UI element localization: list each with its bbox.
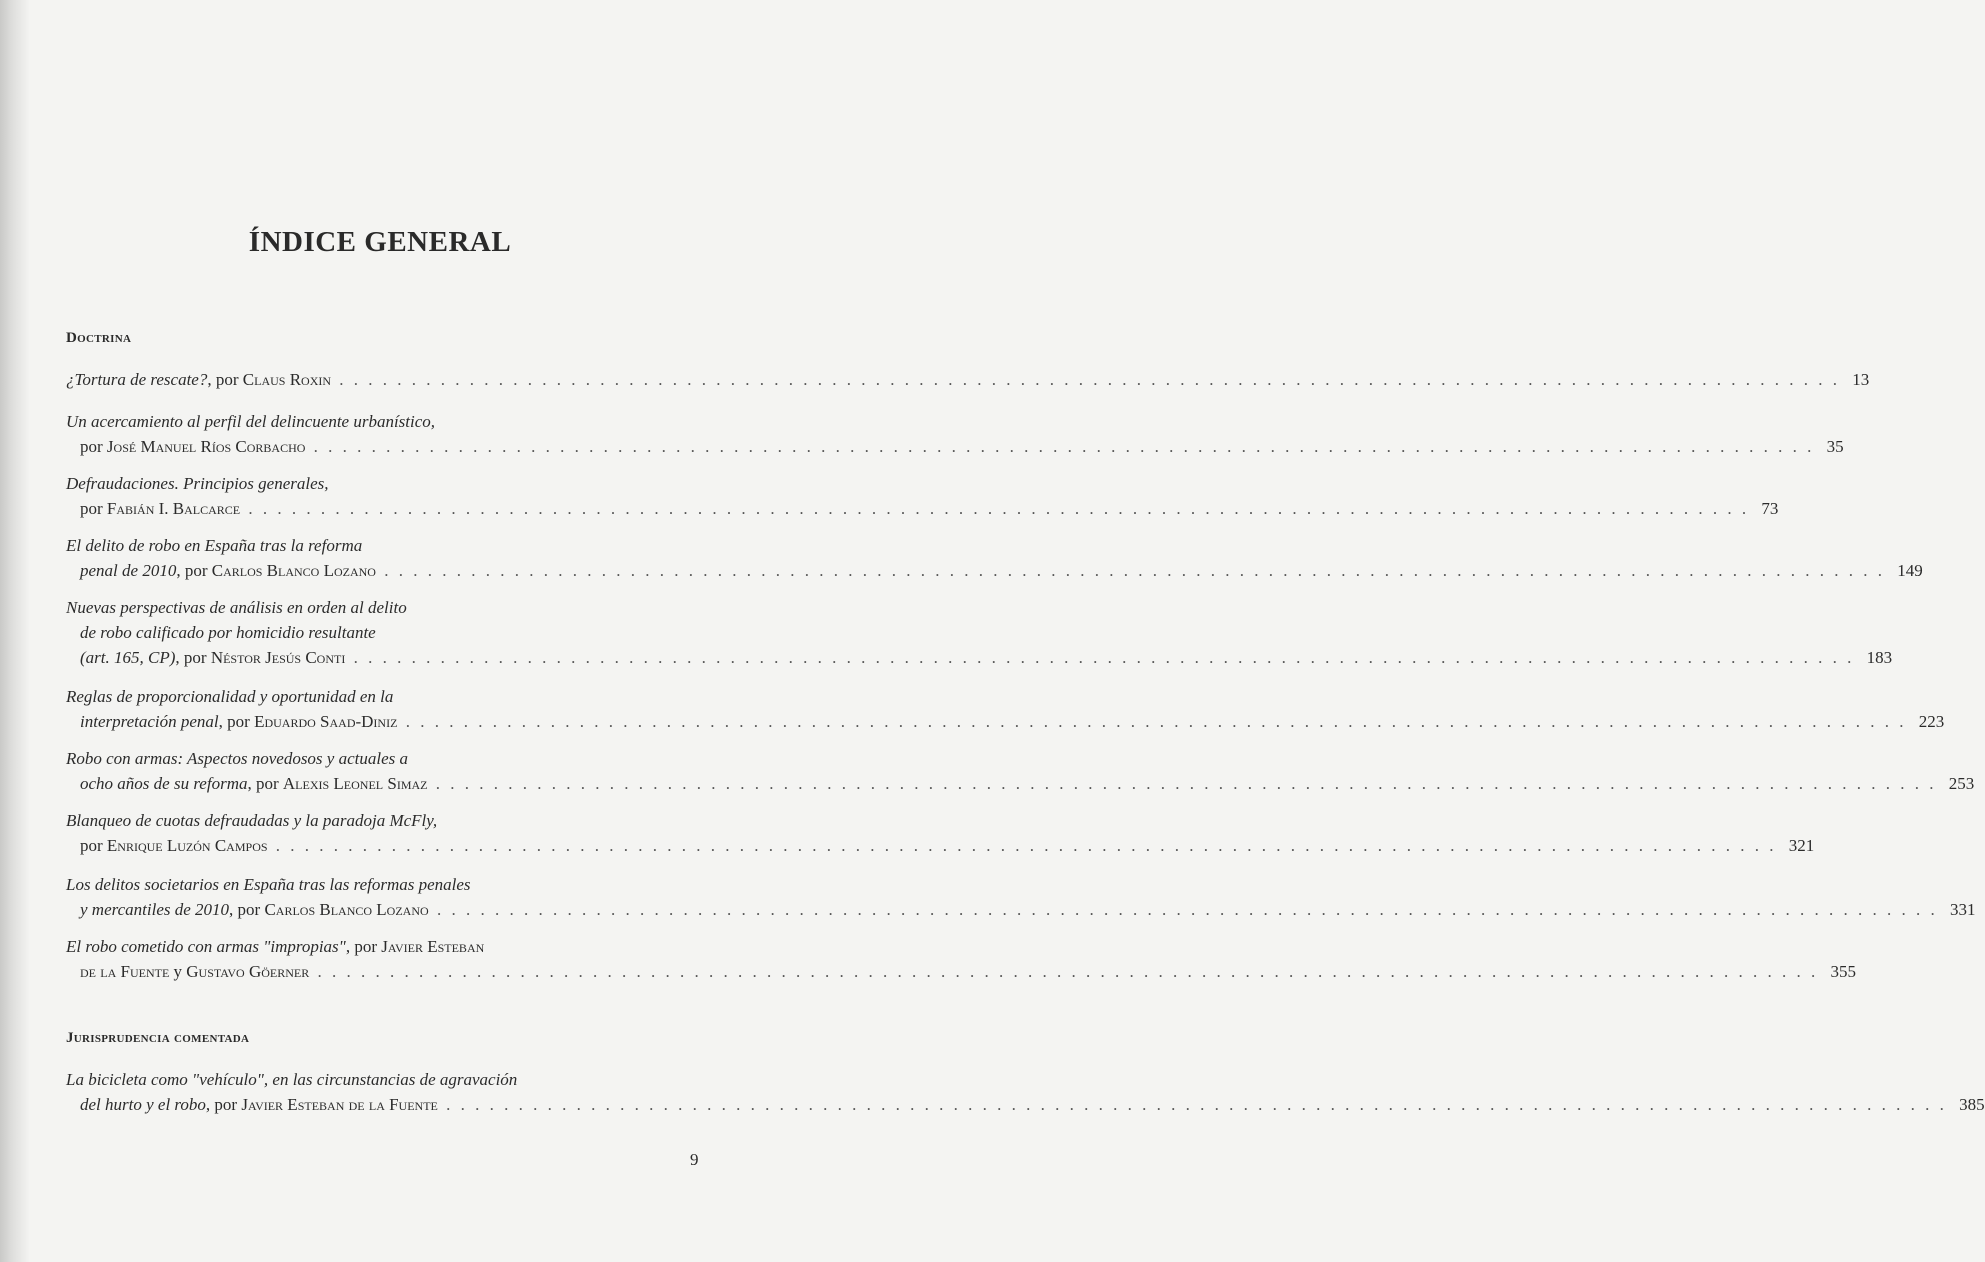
entry-author: Néstor Jesús Conti [210, 648, 346, 667]
leader-dots [354, 648, 1855, 667]
entry-title: ¿Tortura de rescate? [66, 370, 208, 389]
entry-author-2: Gustavo Göerner [186, 962, 310, 981]
entry-author: Javier Esteban [381, 937, 485, 956]
entry-title: Los delitos societarios en España tras las reformas penales [66, 875, 471, 894]
leader-dots [314, 437, 1815, 456]
entry-por: por [80, 499, 107, 518]
entry-author: Claus Roxin [242, 370, 332, 389]
leader-dots [339, 370, 1840, 389]
toc-entry [66, 367, 1870, 392]
entry-page-number: 223 [1918, 712, 1945, 731]
entry-por: por [80, 437, 107, 456]
toc-entry [66, 409, 1844, 459]
toc-entry [66, 1067, 1985, 1117]
entry-author: Fabián I. Balcarce [106, 499, 241, 518]
page-binding-shadow [0, 0, 30, 1262]
entry-title: El robo cometido con armas "impropias" [66, 937, 346, 956]
toc-entry [66, 471, 1779, 521]
entry-author: Eduardo Saad-Diniz [254, 712, 398, 731]
entry-por: por [80, 836, 107, 855]
entry-page-number: 149 [1897, 561, 1923, 580]
page-title: ÍNDICE GENERAL [248, 226, 512, 258]
entry-page-number: 73 [1761, 499, 1779, 518]
toc-entry-line [66, 367, 1870, 392]
entry-conjunction: y [169, 962, 187, 981]
page-folio-number: 9 [690, 1150, 699, 1169]
entry-title: Robo con armas: Aspectos novedosos y actuales a [66, 749, 408, 768]
section-heading-jurisprudencia: Jurisprudencia comentada [66, 1030, 250, 1046]
entry-title-cont: (art. 165, CP) [80, 648, 176, 667]
entry-title: El delito de robo en España tras la reforma [66, 536, 363, 555]
entry-por: , por [345, 937, 382, 956]
entry-page-number: 331 [1949, 900, 1976, 919]
leader-dots [446, 1095, 1947, 1114]
entry-author: Javier Esteban de la Fuente [241, 1095, 438, 1114]
entry-por: , por [218, 712, 255, 731]
toc-entry [66, 934, 1856, 984]
entry-title: Un acercamiento al perfil del delincuente urbanístico, [66, 412, 436, 431]
entry-author: Alexis Leonel Simaz [282, 774, 428, 793]
toc-entry [66, 595, 1893, 670]
entry-por: , por [207, 370, 243, 389]
entry-page-number: 253 [1948, 774, 1975, 793]
leader-dots [248, 499, 1749, 518]
entry-por: , por [229, 900, 265, 919]
leader-dots [318, 962, 1819, 981]
entry-title: La bicicleta como "vehículo", en las circunstancias de agravación [66, 1070, 518, 1089]
leader-dots [384, 561, 1885, 580]
entry-author: Carlos Blanco Lozano [264, 900, 429, 919]
entry-author: Carlos Blanco Lozano [211, 561, 376, 580]
entry-page-number: 355 [1830, 962, 1856, 981]
entry-title-cont: penal de 2010 [80, 561, 177, 580]
entry-page-number: 183 [1866, 648, 1893, 667]
entry-author: de la Fuente [80, 962, 170, 981]
leader-dots [436, 774, 1937, 793]
entry-author: Enrique Luzón Campos [106, 836, 268, 855]
toc-entry [66, 684, 1945, 734]
entry-author: José Manuel Ríos Corbacho [106, 437, 306, 456]
entry-title-cont: de robo calificado por homicidio resultante [80, 623, 376, 642]
entry-page-number: 385 [1959, 1095, 1985, 1114]
toc-entry [66, 533, 1923, 583]
entry-por: , por [247, 774, 283, 793]
section-heading-doctrina: Doctrina [66, 330, 132, 346]
entry-title: Nuevas perspectivas de análisis en orden al delito [66, 598, 407, 617]
entry-page-number: 35 [1826, 437, 1844, 456]
entry-por: , por [176, 561, 212, 580]
entry-por: , por [205, 1095, 242, 1114]
leader-dots [276, 836, 1777, 855]
toc-entry [66, 808, 1815, 858]
toc-entry [66, 872, 1976, 922]
entry-title-cont: ocho años de su reforma [80, 774, 248, 793]
entry-title: Defraudaciones. Principios generales, [66, 474, 329, 493]
entry-page-number: 321 [1788, 836, 1815, 855]
entry-title-cont: y mercantiles de 2010 [80, 900, 230, 919]
entry-title-cont: interpretación penal [80, 712, 219, 731]
leader-dots [437, 900, 1938, 919]
entry-por: , por [175, 648, 211, 667]
toc-entry [66, 746, 1975, 796]
entry-title: Blanqueo de cuotas defraudadas y la paradoja McFly, [66, 811, 438, 830]
entry-page-number: 13 [1852, 370, 1870, 389]
entry-title-cont: del hurto y el robo [80, 1095, 206, 1114]
leader-dots [406, 712, 1907, 731]
entry-title: Reglas de proporcionalidad y oportunidad en la [66, 687, 394, 706]
